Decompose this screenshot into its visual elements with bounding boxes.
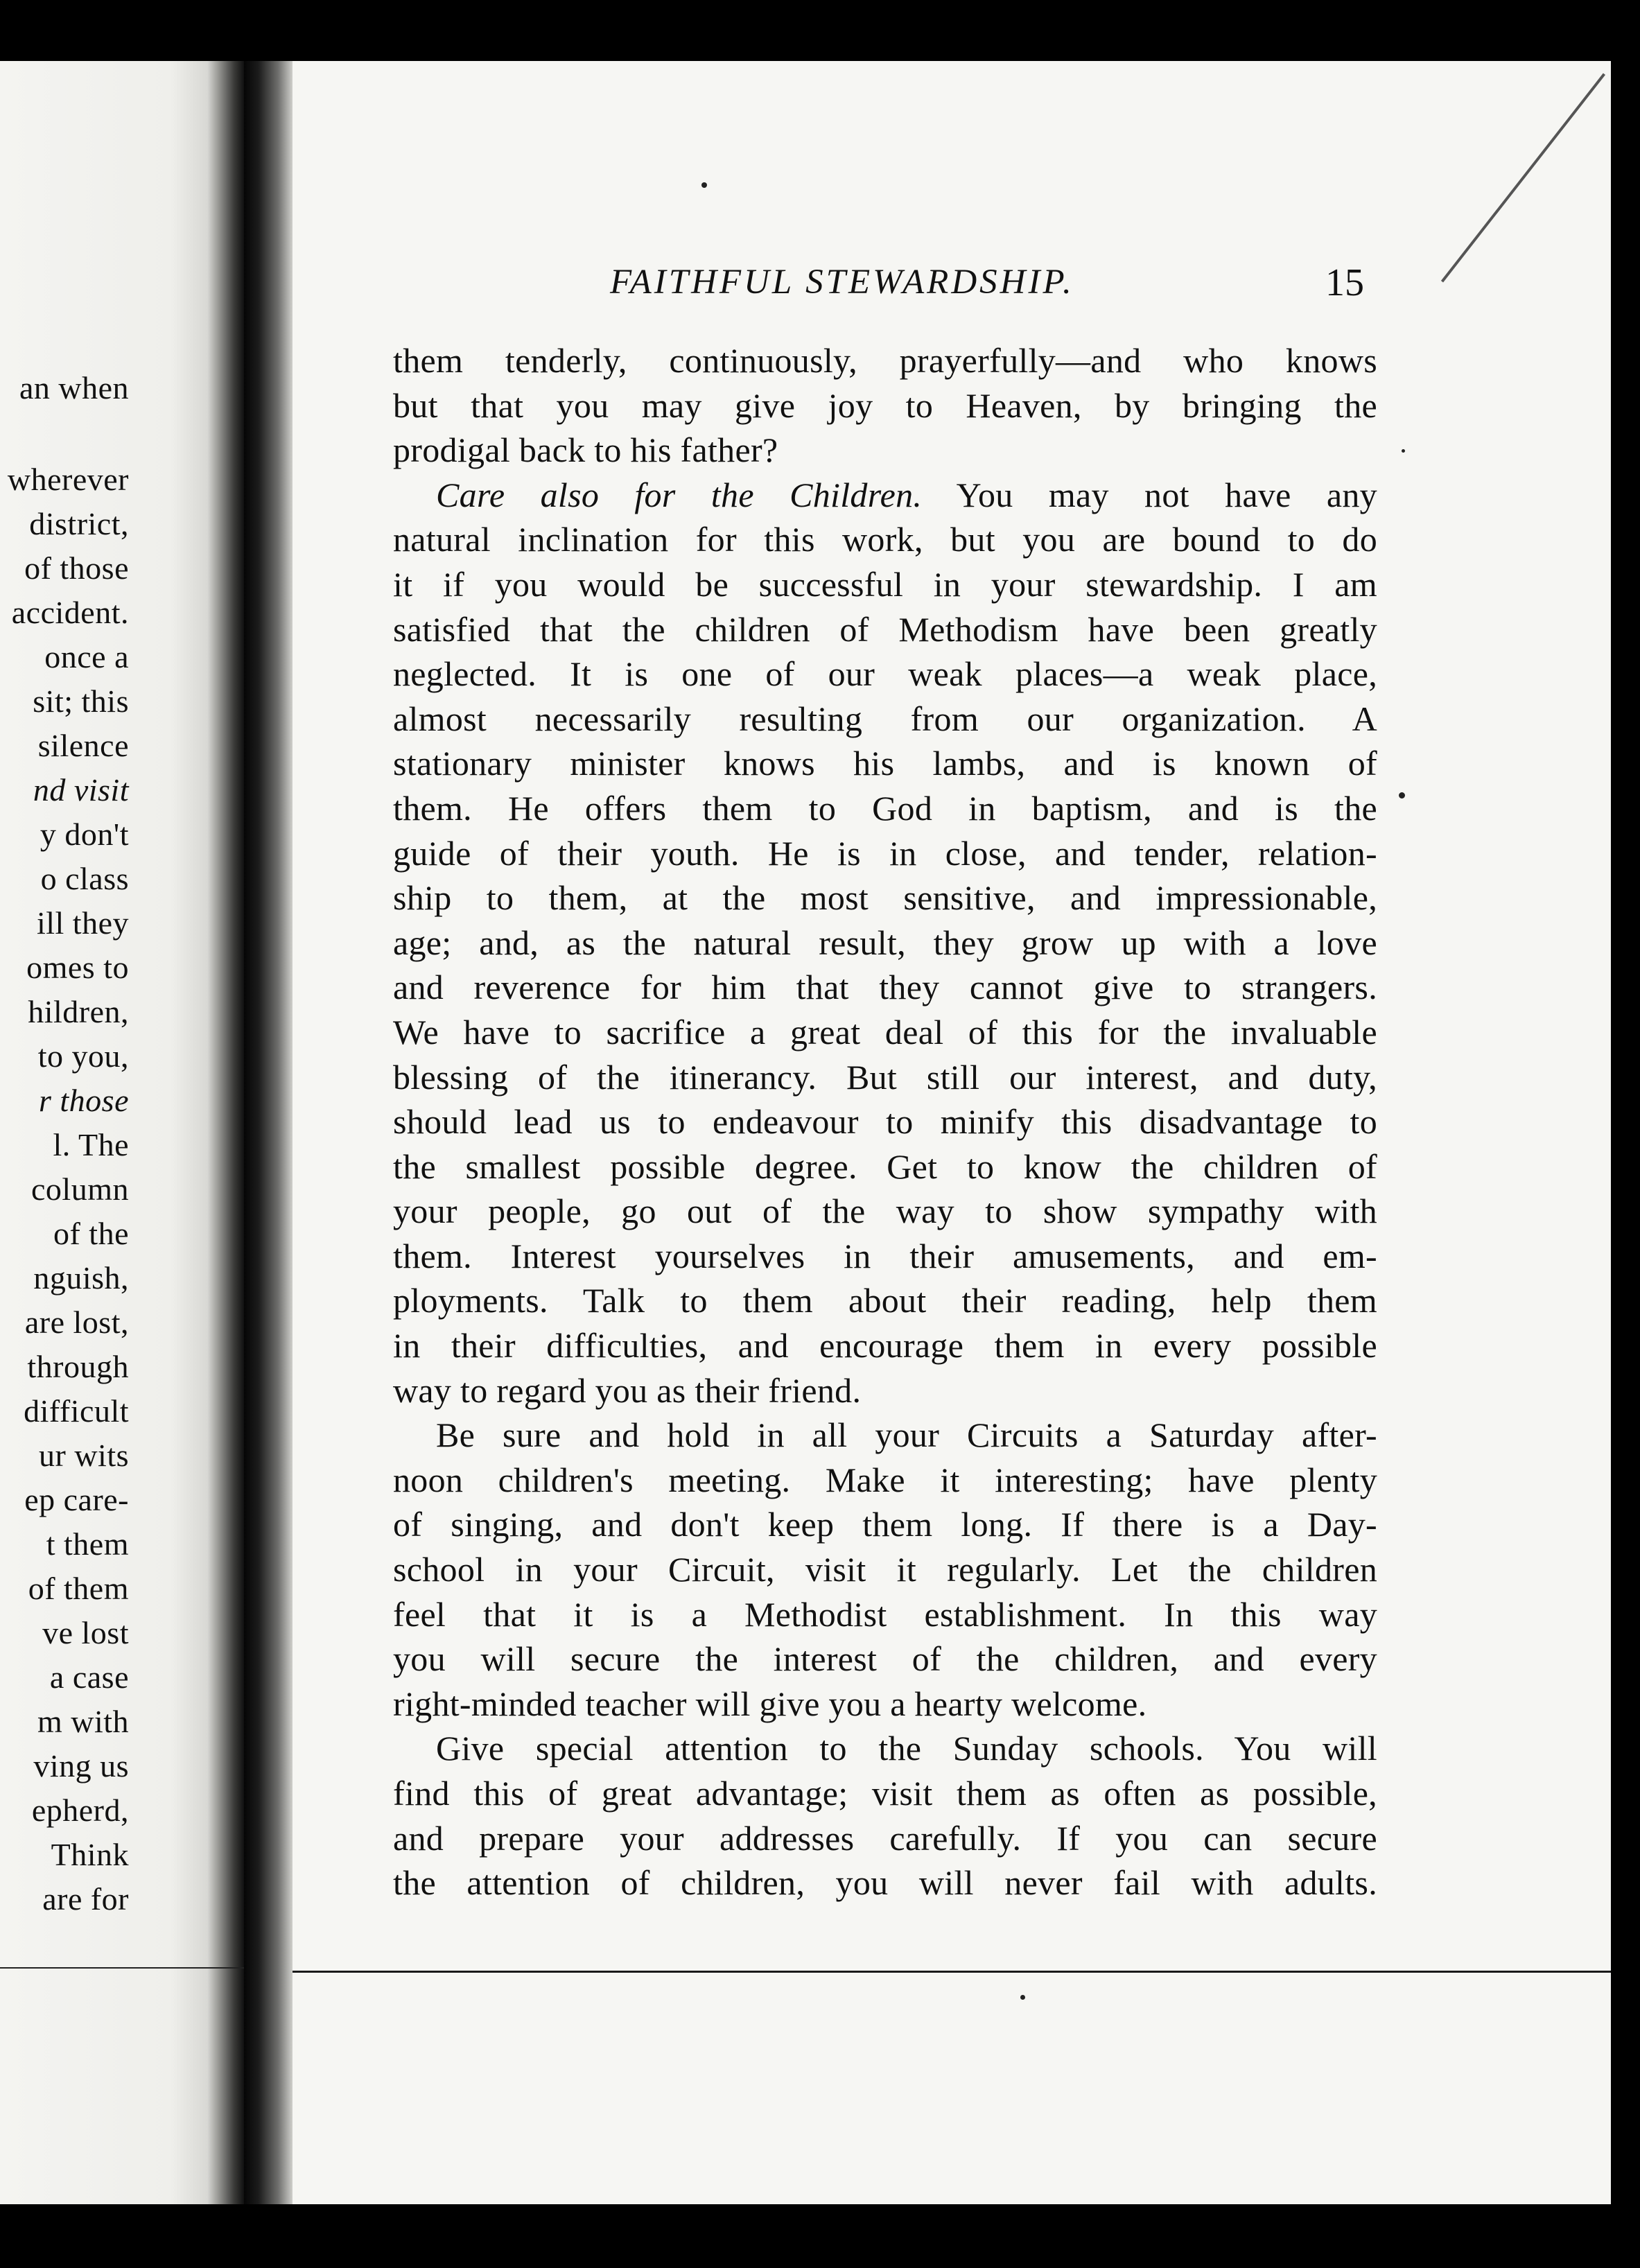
facing-page-line: ep care-: [24, 1482, 129, 1517]
text-line: and prepare your addresses carefully. If you can secure: [393, 1818, 1377, 1858]
scan-border-right: [1611, 0, 1640, 2268]
facing-page-line: through: [27, 1349, 129, 1384]
text-line: the smallest possible degree. Get to know the children of: [393, 1146, 1377, 1186]
text-line: right-minded teacher will give you a hearty welcome.: [393, 1684, 1147, 1723]
text-line: Give special attention to the Sunday schools. You will: [436, 1729, 1377, 1768]
page-bottom-rule: [293, 1971, 1611, 1973]
facing-page-line: are for: [42, 1881, 129, 1917]
facing-page-line: a case: [49, 1659, 129, 1695]
facing-page-line: t them: [46, 1526, 129, 1562]
text-line: stationary minister knows his lambs, and is known of: [393, 744, 1377, 783]
facing-page-line: silence: [37, 728, 129, 763]
facing-page-line: column: [31, 1171, 129, 1207]
facing-page-line: once a: [44, 639, 129, 674]
facing-page-line: accident.: [11, 595, 129, 630]
text-line: natural inclination for this work, but you are bound to do: [393, 520, 1377, 559]
text-line: blessing of the itinerancy. But still our interest, and duty,: [393, 1057, 1377, 1097]
facing-page-line: district,: [29, 506, 129, 541]
facing-page-line: Think: [51, 1837, 129, 1872]
running-head: FAITHFUL STEWARDSHIP.: [610, 263, 1074, 302]
facing-page-fragment: [0, 61, 244, 2204]
scan-speck: [1020, 1995, 1025, 2000]
page-number: 15: [1325, 261, 1364, 304]
facing-page-line: omes to: [26, 950, 129, 985]
facing-page-line: y don't: [40, 817, 129, 852]
scan-speck: [1399, 792, 1405, 799]
facing-page-line: r those: [39, 1083, 129, 1118]
facing-page-line: sit; this: [33, 683, 129, 719]
facing-page-line: of those: [24, 550, 129, 586]
facing-page-line: wherever: [7, 462, 129, 497]
body-text: [393, 338, 1377, 1905]
text-line: and reverence for him that they cannot give to strangers.: [393, 968, 1377, 1007]
text-run: You may not have any: [922, 475, 1377, 514]
facing-page-line: l. The: [53, 1127, 129, 1162]
scan-speck: [1402, 449, 1405, 453]
text-line: age; and, as the natural result, they grow up with a love: [393, 923, 1377, 962]
facing-page-line: an when: [19, 370, 129, 405]
text-line: the attention of children, you will never fail with adults.: [393, 1863, 1377, 1903]
facing-page-line: hildren,: [28, 994, 129, 1029]
text-line: them tenderly, continuously, prayerfully—and who knows: [393, 341, 1377, 380]
scan-speck: [701, 182, 707, 188]
facing-page-line: to you,: [37, 1038, 129, 1074]
facing-page-line: m with: [37, 1704, 129, 1739]
text-line: feel that it is a Methodist establishment. In this way: [393, 1594, 1377, 1634]
facing-page-line: difficult: [24, 1393, 129, 1429]
text-line: ship to them, at the most sensitive, and impressionable,: [393, 878, 1377, 918]
text-line: them. Interest yourselves in their amusements, and em-: [393, 1236, 1377, 1275]
scan-border-top: [0, 0, 1640, 61]
text-line: school in your Circuit, visit it regularly. Let the children: [393, 1550, 1377, 1589]
facing-page-line: ving us: [33, 1748, 129, 1783]
scan-border-bottom: [0, 2204, 1640, 2268]
facing-page-line: of the: [53, 1216, 129, 1251]
text-line: it if you would be successful in your stewardship. I am: [393, 564, 1377, 604]
facing-page-line: of them: [28, 1571, 129, 1606]
text-line: find this of great advantage; visit them as often as possible,: [393, 1774, 1377, 1813]
text-line: should lead us to endeavour to minify this disadvantage to: [393, 1102, 1377, 1142]
text-line: you will secure the interest of the children, and every: [393, 1639, 1377, 1679]
text-line: but that you may give joy to Heaven, by bringing the: [393, 385, 1377, 425]
text-line: neglected. It is one of our weak places—a weak place,: [393, 654, 1377, 694]
facing-page-line: ill they: [36, 905, 129, 941]
text-line: way to regard you as their friend.: [393, 1370, 862, 1410]
text-line: noon children's meeting. Make it interesting; have plenty: [393, 1460, 1377, 1499]
text-line: prodigal back to his father?: [393, 430, 778, 470]
facing-page-line: nd visit: [33, 772, 129, 808]
facing-page-line: o class: [40, 861, 129, 896]
binding-gutter: [244, 61, 293, 2204]
text-line: Be sure and hold in all your Circuits a Saturday after-: [436, 1415, 1377, 1455]
facing-page-rule: [0, 1967, 244, 1969]
facing-page-line: epherd,: [31, 1792, 129, 1828]
text-line: in their difficulties, and encourage them in every possible: [393, 1326, 1377, 1366]
text-line: almost necessarily resulting from our organization. A: [393, 699, 1377, 738]
text-line: your people, go out of the way to show sympathy with: [393, 1192, 1377, 1231]
text-line: them. He offers them to God in baptism, and is the: [393, 788, 1377, 828]
text-line: guide of their youth. He is in close, and tender, relation-: [393, 833, 1377, 873]
facing-page-line: nguish,: [33, 1260, 129, 1296]
text-line: satisfied that the children of Methodism have been greatly: [393, 609, 1377, 649]
facing-page-line: are lost,: [24, 1305, 129, 1340]
facing-page-line: ur wits: [39, 1438, 129, 1473]
facing-page-line: ve lost: [42, 1615, 129, 1650]
book-page: [293, 61, 1611, 2204]
text-line: [393, 473, 1377, 518]
text-line: of singing, and don't keep them long. If there is a Day-: [393, 1505, 1377, 1544]
text-line: We have to sacrifice a great deal of this for the invaluable: [393, 1012, 1377, 1052]
scan-artifact-line: [1441, 73, 1605, 283]
italic-heading: Care also for the Children.: [436, 475, 923, 514]
text-line: ployments. Talk to them about their reading, help them: [393, 1281, 1377, 1320]
